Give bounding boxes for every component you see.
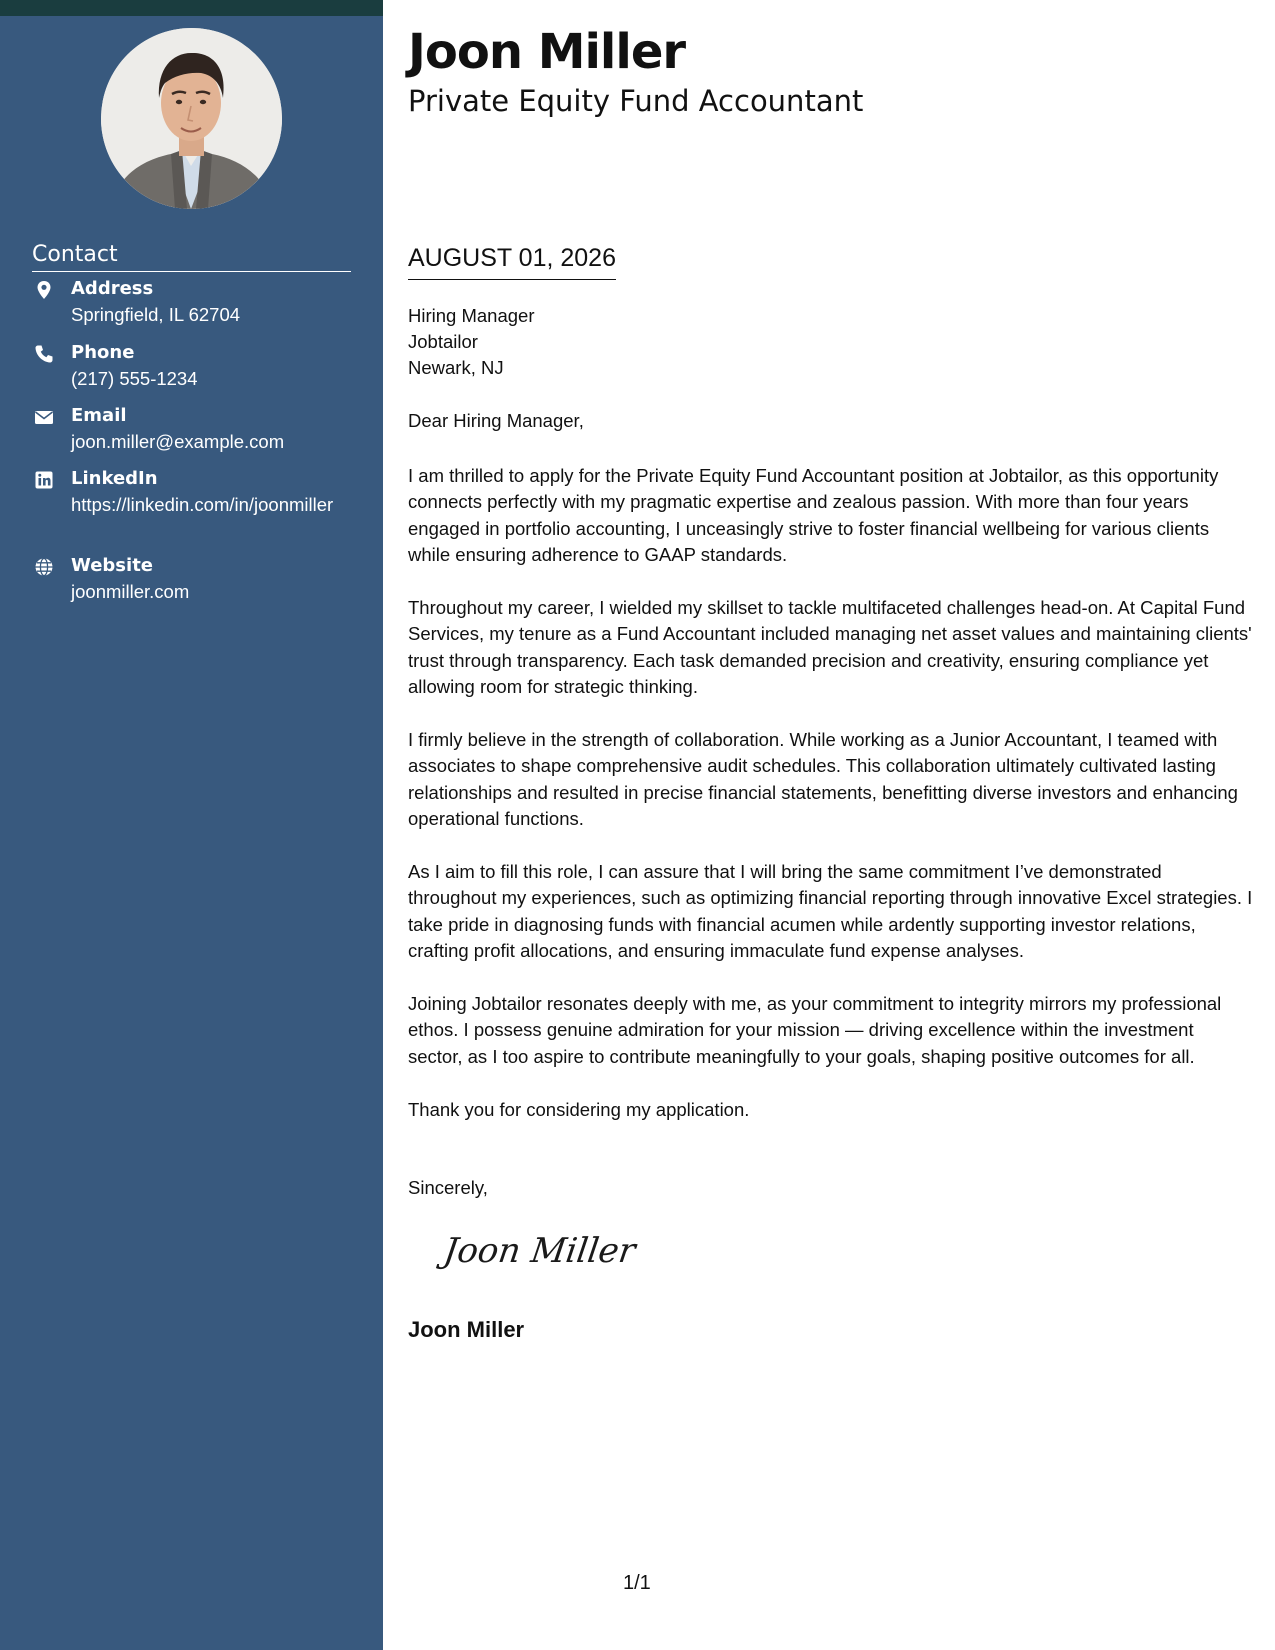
recipient-line: Hiring Manager [408, 305, 535, 326]
contact-value[interactable]: joonmiller.com [71, 581, 190, 602]
contact-label: Address [71, 278, 154, 299]
map-pin-icon [34, 280, 54, 300]
closing: Sincerely, [408, 1177, 488, 1198]
letter-date: AUGUST 01, 2026 [408, 244, 616, 280]
contact-value: Springfield, IL 62704 [71, 304, 241, 325]
sidebar [0, 16, 383, 1650]
job-title: Private Equity Fund Accountant [408, 84, 864, 118]
contact-value: joon.miller@example.com [71, 431, 285, 452]
contact-label: Website [71, 555, 154, 576]
top-accent-bar [0, 0, 383, 16]
page-number: 1/1 [623, 1572, 651, 1594]
recipient-line: Jobtailor [408, 331, 478, 352]
recipient-block [408, 303, 534, 381]
contact-label: Email [71, 405, 127, 426]
contact-label: Phone [71, 342, 135, 363]
body-paragraph: I firmly believe in the strength of collaboration. While working as a Junior Accountant, I teamed with associates to shape comprehensive audit schedules. This collaboration ultimately cultivated lasting relationships and resulted in precise financial statements, benefitting diverse investors and enhancing operational functions. [408, 729, 1238, 830]
body-paragraph: Joining Jobtailor resonates deeply with me, as your commitment to integrity mirrors my professional ethos. I possess genuine admiration for your mission — driving excellence within the investment sector, as I too aspire to contribute meaningfully to your goals, shaping positive outcomes for all. [408, 993, 1222, 1067]
signer-name: Joon Miller [408, 1317, 525, 1342]
phone-icon [34, 344, 54, 364]
portrait-illustration [101, 28, 282, 209]
letter-body [408, 463, 1253, 1149]
body-paragraph: Throughout my career, I wielded my skillset to tackle multifaceted challenges head-on. At Capital Fund Services, my tenure as a Fund Accountant included managing net asset values and maintaining clients' trust through transparency. Each task demanded precision and creativity, ensuring compliance yet allowing room for strategic thinking. [408, 597, 1252, 698]
contact-value[interactable]: https://linkedin.com/in/joonmiller [71, 494, 334, 515]
salutation: Dear Hiring Manager, [408, 410, 584, 431]
body-paragraph: Thank you for considering my application. [408, 1098, 750, 1120]
recipient-line: Newark, NJ [408, 357, 504, 378]
globe-icon [34, 557, 54, 577]
linkedin-icon [34, 470, 54, 490]
applicant-name: Joon Miller [408, 24, 686, 80]
contact-label: LinkedIn [71, 468, 158, 489]
contact-value: (217) 555-1234 [71, 368, 198, 389]
body-paragraph: I am thrilled to apply for the Private Equity Fund Accountant position at Jobtailor, as this opportunity connects perfectly with my pragmatic expertise and zealous passion. With more than four years engaged in portfolio accounting, I unceasingly strive to foster financial wellbeing for various clients while ensuring adherence to GAAP standards. [408, 465, 1219, 566]
envelope-icon [34, 407, 54, 427]
profile-photo [101, 28, 282, 209]
contact-heading: Contact [32, 242, 351, 272]
handwritten-signature: Joon Miller [441, 1231, 638, 1271]
body-paragraph: As I aim to fill this role, I can assure that I will bring the same commitment I’ve demonstrated throughout my experiences, such as optimizing financial reporting through innovative Excel strategies. I take pride in diagnosing funds with financial acumen while ardently supporting investor relations, crafting profit allocations, and ensuring immaculate fund expense analyses. [408, 861, 1253, 962]
